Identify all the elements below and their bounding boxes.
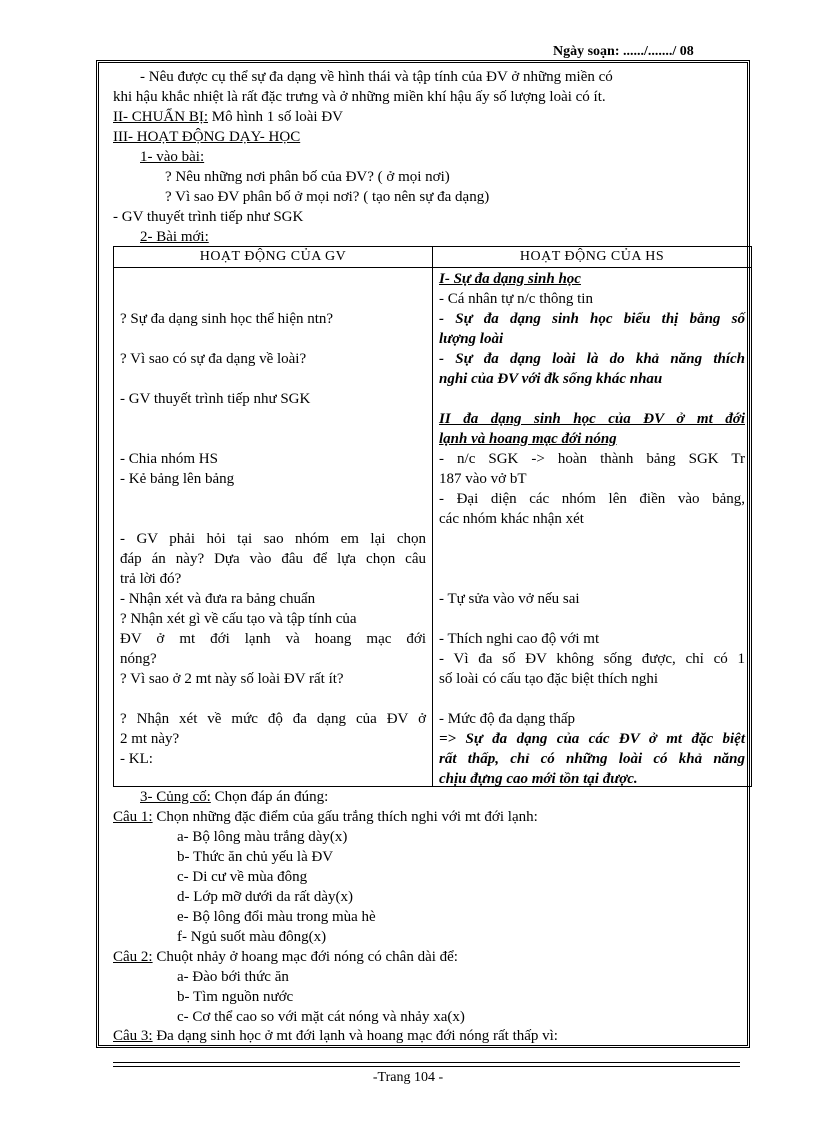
hs-line: số loài có cấu tạo đặc biệt thích nghi (439, 671, 659, 687)
gv-line: ? Nhận xét về mức độ đa dạng của ĐV ở (120, 711, 426, 727)
hs-line: - Đại diện các nhóm lên điền vào bảng, (439, 491, 745, 507)
gv-line: - Kẻ bảng lên bảng (120, 471, 235, 487)
gv-column (114, 268, 433, 787)
page-number: -Trang 104 - (372, 1070, 444, 1085)
q1-option: e- Bộ lông đổi màu trong mùa hè (177, 909, 376, 925)
section-3-heading: III- HOẠT ĐỘNG DẠY- HỌC (113, 129, 301, 145)
intro-question-2: ? Vì sao ĐV phân bố ở mọi nơi? ( tạo nên sự đa dạng) (165, 189, 490, 205)
new-lesson-label: 2- Bài mới: (140, 229, 209, 245)
gv-line: ĐV ở mt đới lạnh và hoang mạc đới (120, 631, 426, 647)
hs-line: - Sự đa dạng sinh học biểu thị bằng số (439, 311, 745, 327)
hs-line: rất thấp, chỉ có những loài có khả năng (439, 751, 745, 767)
objective-line-2: khi hậu khắc nhiệt là rất đặc trưng và ở những miền khí hậu ấy số lượng loài có ít. (113, 89, 606, 105)
hs-line: các nhóm khác nhận xét (439, 511, 584, 527)
prep-text: Mô hình 1 số loài ĐV (208, 109, 343, 125)
question-1 (113, 807, 538, 827)
objective-line-1: - Nêu được cụ thể sự đa dạng về hình thái và tập tính của ĐV ở những miền có (140, 69, 613, 85)
gv-line: - Nhận xét và đưa ra bảng chuẩn (120, 591, 316, 607)
hs-heading: I- Sự đa dạng sinh học (439, 271, 581, 287)
gv-line: ? Nhận xét gì về cấu tạo và tập tính của (120, 611, 357, 627)
gv-line: - KL: (120, 751, 153, 767)
hs-line: - Vì đa số ĐV không sống được, chỉ có 1 (439, 651, 745, 667)
gv-line: ? Sự đa dạng sinh học thể hiện ntn? (120, 311, 334, 327)
q1-option: f- Ngủ suốt màu đông(x) (177, 929, 327, 945)
hs-line: 187 vào vở bT (439, 471, 527, 487)
q2-option: a- Đào bới thức ăn (177, 969, 289, 985)
hs-line: - Cá nhân tự n/c thông tin (439, 291, 593, 307)
question-1-label: Câu 1: (113, 809, 153, 825)
hs-line: => Sự đa dạng của các ĐV ở mt đặc biệt (439, 731, 745, 747)
question-2-label: Câu 2: (113, 949, 153, 965)
hs-line: - Sự đa dạng loài là do khả năng thích (439, 351, 745, 367)
question-3-label: Câu 3: (113, 1028, 153, 1044)
activity-table (113, 246, 752, 787)
intro-gv-line: - GV thuyết trình tiếp như SGK (113, 209, 304, 225)
gv-line: ? Vì sao ở 2 mt này số loài ĐV rất ít? (120, 671, 344, 687)
q1-option: d- Lớp mỡ dưới da rất dày(x) (177, 889, 354, 905)
gv-line: ? Vì sao có sự đa dạng về loài? (120, 351, 307, 367)
hs-line: chịu đựng cao mới tồn tại được. (439, 771, 638, 787)
q1-option: b- Thức ăn chủ yếu là ĐV (177, 849, 334, 865)
hs-line: - Thích nghi cao độ với mt (439, 631, 600, 647)
hs-line: lượng loài (439, 331, 504, 347)
question-2 (113, 947, 458, 967)
gv-line: - GV phải hỏi tại sao nhóm em lại chọn (120, 531, 426, 547)
prep-line (113, 107, 343, 127)
q1-option: c- Di cư về mùa đông (177, 869, 308, 885)
gv-line: nóng? (120, 651, 157, 667)
consolidate-text: Chọn đáp án đúng: (210, 789, 329, 805)
date-line: Ngày soạn: ....../......./ 08 (553, 44, 694, 59)
consolidate-label: 3- Củng cố: (140, 789, 211, 805)
question-3 (113, 1026, 558, 1046)
q2-option: c- Cơ thể cao so với mặt cát nóng và nhảy xa(x) (177, 1009, 465, 1025)
gv-line: - GV thuyết trình tiếp như SGK (120, 391, 311, 407)
hs-heading: II đa dạng sinh học của ĐV ở mt đới (439, 411, 745, 427)
question-3-text: Đa dạng sinh học ở mt đới lạnh và hoang mạc đới nóng rất thấp vì: (152, 1028, 558, 1044)
question-1-text: Chọn những đặc điểm của gấu trắng thích nghi với mt đới lạnh: (152, 809, 538, 825)
consolidate-line (140, 787, 328, 807)
gv-line: 2 mt này? (120, 731, 180, 747)
col-header-gv: HOẠT ĐỘNG CỦA GV (114, 247, 433, 268)
footer-rule (113, 1066, 740, 1067)
intro-part-label: 1- vào bài: (140, 149, 205, 165)
question-2-text: Chuột nhảy ở hoang mạc đới nóng có chân dài để: (152, 949, 458, 965)
prep-label: II- CHUẨN BỊ: (113, 109, 208, 125)
q1-option: a- Bộ lông màu trắng dày(x) (177, 829, 348, 845)
hs-line: nghi của ĐV với đk sống khác nhau (439, 371, 663, 387)
footer-rule (113, 1062, 740, 1063)
col-header-hs: HOẠT ĐỘNG CỦA HS (433, 247, 752, 268)
hs-line: - Mức độ đa dạng thấp (439, 711, 576, 727)
gv-line: - Chia nhóm HS (120, 451, 218, 467)
hs-heading: lạnh và hoang mạc đới nóng (439, 431, 617, 447)
hs-line: - n/c SGK -> hoàn thành bảng SGK Tr (439, 451, 745, 467)
gv-line: đáp án này? Dựa vào đâu để lựa chọn câu (120, 551, 426, 567)
q2-option: b- Tìm nguồn nước (177, 989, 294, 1005)
intro-question-1: ? Nêu những nơi phân bố của ĐV? ( ở mọi nơi) (165, 169, 450, 185)
hs-column (433, 268, 752, 787)
hs-line: - Tự sửa vào vở nếu sai (439, 591, 580, 607)
gv-line: trả lời đó? (120, 571, 182, 587)
